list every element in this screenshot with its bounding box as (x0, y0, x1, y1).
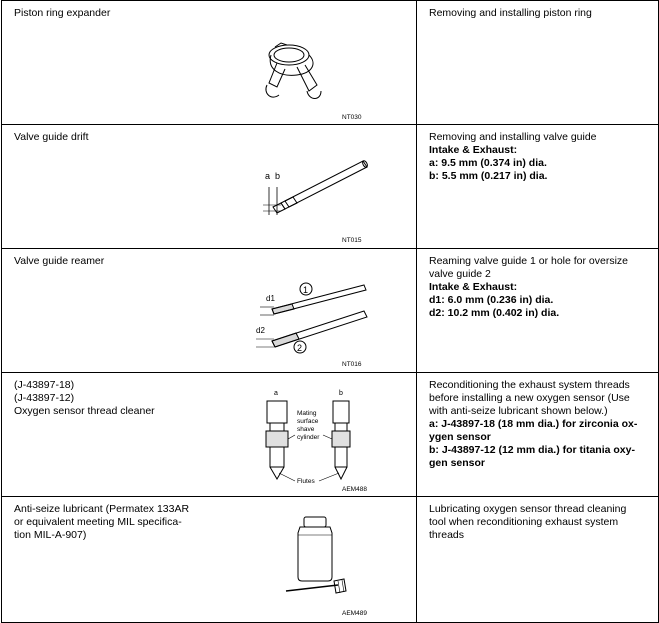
figure-code: AEM488 (342, 486, 367, 493)
description-line: b: 5.5 mm (0.217 in) dia. (429, 170, 548, 182)
table-row (2, 373, 659, 497)
description-line: Intake & Exhaust: (429, 144, 518, 156)
tool-cell (2, 1, 417, 125)
figure-label: Flutes (297, 478, 315, 485)
table-row (2, 1, 659, 125)
figure-label: 2 (297, 343, 303, 353)
tool-name: Piston ring expander (14, 7, 111, 19)
description-line: d1: 6.0 mm (0.236 in) dia. (429, 294, 554, 306)
figure-label: 1 (303, 285, 309, 295)
description-line: a: 9.5 mm (0.374 in) dia. (429, 157, 547, 169)
tool-name: (J-43897-18) (14, 379, 75, 391)
tool-name: Anti-seize lubricant (Permatex 133AR (14, 503, 190, 515)
description-line: before installing a new oxygen sensor (Use (429, 392, 630, 404)
description-line: Lubricating oxygen sensor thread cleaning (429, 503, 627, 515)
oxygen-sensor-thread-cleaner-illustration (257, 387, 367, 489)
tool-name: or equivalent meeting MIL specifica- (14, 516, 182, 528)
description-line: Removing and installing piston ring (429, 7, 592, 19)
figure-label: cylinder (297, 434, 320, 441)
figure-label: b (339, 390, 343, 397)
description-line: Reaming valve guide 1 or hole for oversize (429, 255, 629, 267)
description-line: Removing and installing valve guide (429, 131, 597, 143)
figure-label: a (265, 171, 271, 181)
description-line: valve guide 2 (429, 268, 491, 280)
figure-label: Mating (297, 410, 317, 417)
tool-name: (J-43897-12) (14, 392, 75, 404)
figure-label: shave (297, 426, 315, 433)
description-cell (417, 249, 659, 373)
description-cell (417, 1, 659, 125)
description-line: with anti-seize lubricant shown below.) (429, 405, 608, 417)
tool-name: tion MIL-A-907) (14, 529, 87, 541)
description-line: tool when reconditioning exhaust system (429, 516, 619, 528)
figure-code: AEM489 (342, 610, 367, 617)
tool-cell (2, 125, 417, 249)
description-cell (417, 373, 659, 497)
description-line: ygen sensor (429, 431, 491, 443)
piston-ring-expander-illustration (257, 33, 347, 108)
description-line: b: J-43897-12 (12 mm dia.) for titania oxy- (429, 444, 635, 456)
table-row (2, 125, 659, 249)
tool-cell (2, 373, 417, 497)
special-service-tools-table (1, 0, 659, 623)
valve-guide-reamer-illustration (252, 279, 382, 359)
figure-label: b (275, 171, 281, 181)
figure-code: NT030 (342, 114, 362, 121)
tool-name: Valve guide drift (14, 131, 89, 143)
tool-name: Oxygen sensor thread cleaner (14, 405, 155, 417)
description-line: threads (429, 529, 465, 541)
figure-label: a (274, 390, 278, 397)
figure-label: surface (297, 418, 319, 425)
anti-seize-lubricant-illustration (282, 515, 362, 605)
figure-code: NT016 (342, 361, 362, 368)
table-row (2, 249, 659, 373)
description-line: d2: 10.2 mm (0.402 in) dia. (429, 307, 560, 319)
description-cell (417, 125, 659, 249)
tool-name: Valve guide reamer (14, 255, 105, 267)
description-line: Reconditioning the exhaust system threads (429, 379, 630, 391)
description-line: Intake & Exhaust: (429, 281, 518, 293)
figure-label: d1 (266, 294, 275, 303)
figure-label: d2 (256, 326, 265, 335)
description-line: gen sensor (429, 457, 486, 469)
tool-cell (2, 497, 417, 623)
figure-code: NT015 (342, 237, 362, 244)
valve-guide-drift-illustration (257, 153, 377, 233)
description-line: a: J-43897-18 (18 mm dia.) for zirconia ox- (429, 418, 638, 430)
table-row (2, 497, 659, 623)
description-cell (417, 497, 659, 623)
tool-cell (2, 249, 417, 373)
